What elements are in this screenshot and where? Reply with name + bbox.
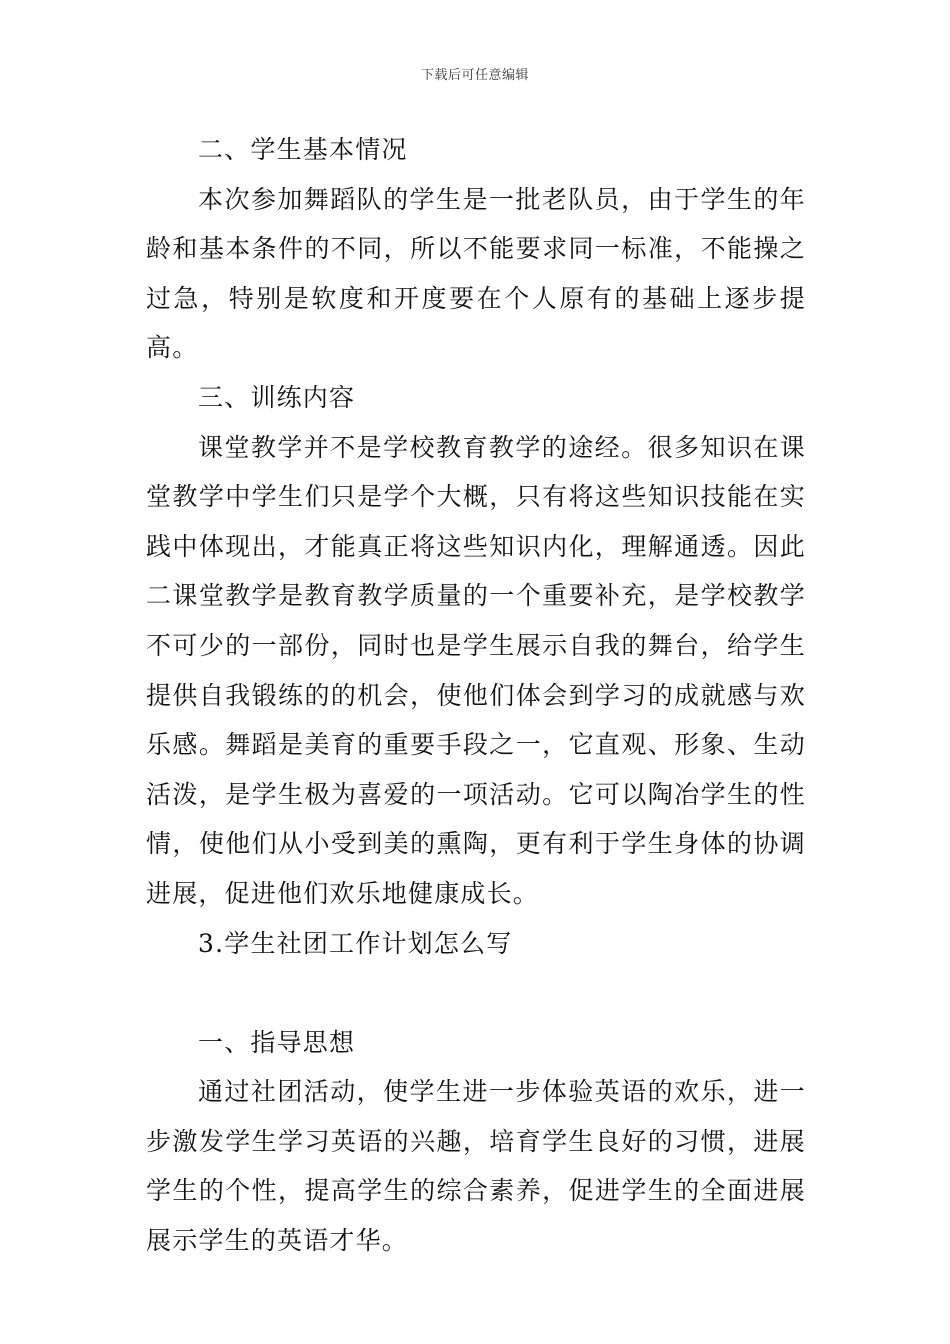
- document-body: [146, 125, 806, 1266]
- header-note: 下载后可任意编辑: [420, 68, 529, 83]
- blank-line: [146, 968, 806, 1018]
- item-title-club-plan: 3.学生社团工作计划怎么写: [198, 928, 513, 958]
- paragraph-training-content: 课堂教学并不是学校教育教学的途经。很多知识在课堂教学中学生们只是学个大概，只有将这些知识技能在实践中体现出，才能真正将这些知识内化，理解通透。因此二课堂教学是教育教学质量的一个重要补充，是学校教学不可少的一部份，同时也是学生展示自我的舞台，给学生提供自我锻练的的机会，使他们体会到学习的成就感与欢乐感。舞蹈是美育的重要手段之一，它直观、形象、生动活泼，是学生极为喜爱的一项活动。它可以陶冶学生的性情，使他们从小受到美的熏陶，更有利于学生身体的协调进展，促进他们欢乐地健康成长。: [146, 432, 806, 908]
- section-heading-training-content: 三、训练内容: [198, 382, 356, 412]
- paragraph-student-situation: 本次参加舞蹈队的学生是一批老队员，由于学生的年龄和基本条件的不同，所以不能要求同一标准，不能操之过急，特别是软度和开度要在个人原有的基础上逐步提高。: [146, 184, 806, 363]
- section-heading-student-situation: 二、学生基本情况: [198, 135, 408, 164]
- paragraph-guiding-thought: 通过社团活动，使学生进一步体验英语的欢乐，进一步激发学生学习英语的兴趣，培育学生良好的习惯，进展学生的个性，提高学生的综合素养，促进学生的全面进展展示学生的英语才华。: [146, 1077, 806, 1256]
- section-heading-guiding-thought: 一、指导思想: [198, 1027, 356, 1057]
